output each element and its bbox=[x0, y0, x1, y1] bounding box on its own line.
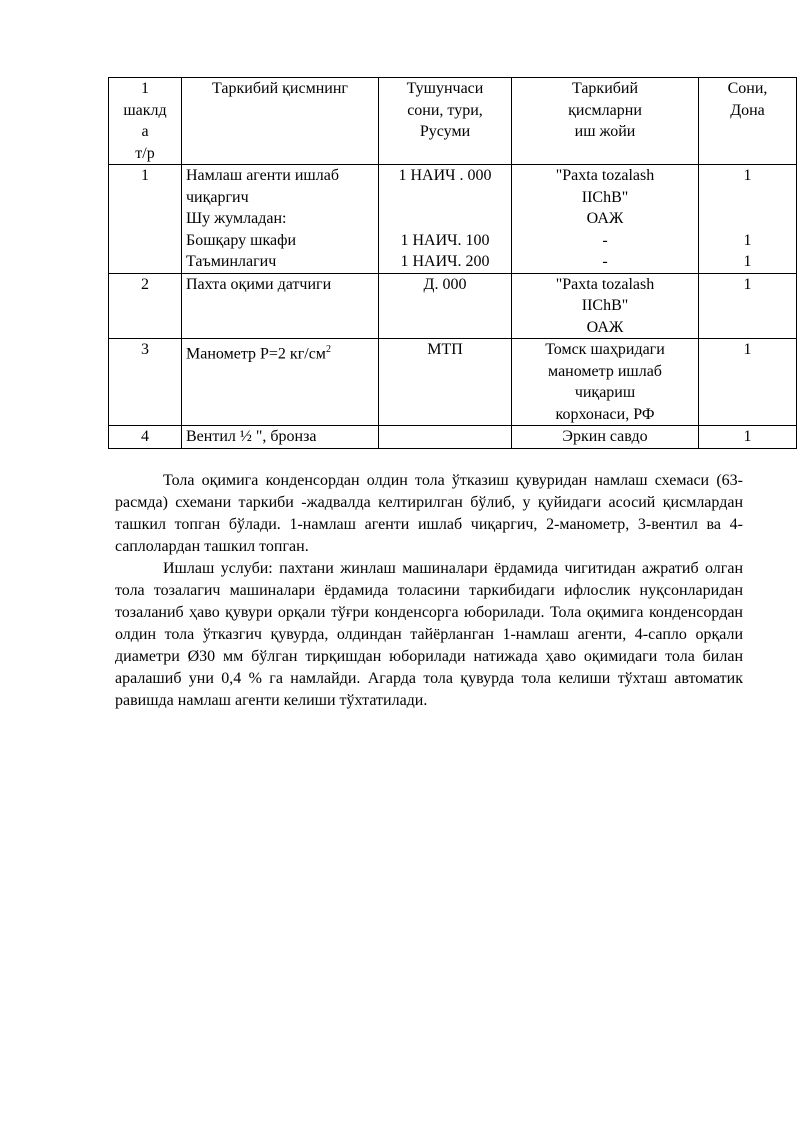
row-component-name: Вентил ½ ", бронза bbox=[182, 426, 379, 449]
row-number: 2 bbox=[109, 273, 182, 339]
header-workplace: Таркибий қисмларни иш жойи bbox=[512, 78, 699, 165]
row-workplace: "Paxta tozalash IIChB" ОАЖ bbox=[512, 273, 699, 339]
row-type: Д. 000 bbox=[379, 273, 512, 339]
manometer-label: Манометр Р=2 кг/см bbox=[186, 345, 326, 363]
table-row bbox=[109, 339, 797, 426]
row-workplace: Эркин савдо bbox=[512, 426, 699, 449]
paragraph: Тола оқимига конденсордан олдин тола ўтказиш қувуридан намлаш схемаси (63-расмда) схемани таркиби -жадвалда келтирилган бўлиб, у қуйидаги асосий қисмлардан ташкил топган бўлади. 1-намлаш агенти ишлаб чиқаргич, 2-манометр, 3-вентил ва 4-саплолардан ташкил топган. bbox=[115, 472, 743, 555]
superscript-exponent: 2 bbox=[325, 344, 331, 355]
table-row bbox=[109, 273, 797, 339]
table-row bbox=[109, 426, 797, 449]
paragraph: Ишлаш услуби: пахтани жинлаш машиналари ёрдамида чигитидан ажратиб олган тола тозалагич машиналари ёрдамида толасини таркибидаги ифлослик нуқсонларидан тозаланиб ҳаво қувури орқали тўғри конденсорга юборилади. Тола оқимига конденсордан олдин тола ўтказгич қувурда, олдиндан тайёрланган 1-намлаш агенти, 4-сапло орқали диаметри Ø30 мм бўлган тирқишдан юборилади натижада ҳаво оқимидаги тола билан аралашиб уни 0,4 % га намлайди. Агарда тола қувурда тола келиши тўхташ автоматик равишда намлаш агенти келиши тўхтатилади. bbox=[115, 560, 743, 709]
table-row bbox=[109, 165, 797, 274]
row-component-name: Пахта оқими датчиги bbox=[182, 273, 379, 339]
header-quantity: Сони, Дона bbox=[699, 78, 797, 165]
row-workplace: Томск шаҳридаги манометр ишлаб чиқариш корхонаси, РФ bbox=[512, 339, 699, 426]
row-type: 1 НАИЧ . 000 1 НАИЧ. 100 1 НАИЧ. 200 bbox=[379, 165, 512, 274]
header-component: Таркибий қисмнинг bbox=[182, 78, 379, 165]
row-workplace: "Paxta tozalash IIChB" ОАЖ - - bbox=[512, 165, 699, 274]
row-quantity: 1 1 1 bbox=[699, 165, 797, 274]
header-type: Тушунчаси сони, тури, Русуми bbox=[379, 78, 512, 165]
components-table bbox=[108, 77, 797, 449]
table-header-row bbox=[109, 78, 797, 165]
row-type bbox=[379, 426, 512, 449]
row-component-name bbox=[182, 339, 379, 426]
row-quantity: 1 bbox=[699, 339, 797, 426]
row-quantity: 1 bbox=[699, 426, 797, 449]
row-number: 1 bbox=[109, 165, 182, 274]
header-number: 1 шаклд а т/р bbox=[109, 78, 182, 165]
row-quantity: 1 bbox=[699, 273, 797, 339]
row-number: 4 bbox=[109, 426, 182, 449]
body-text bbox=[115, 470, 743, 712]
row-type: МТП bbox=[379, 339, 512, 426]
row-number: 3 bbox=[109, 339, 182, 426]
row-component-name: Намлаш агенти ишлаб чиқаргич Шу жумладан: Бошқару шкафи Таъминлагич bbox=[182, 165, 379, 274]
